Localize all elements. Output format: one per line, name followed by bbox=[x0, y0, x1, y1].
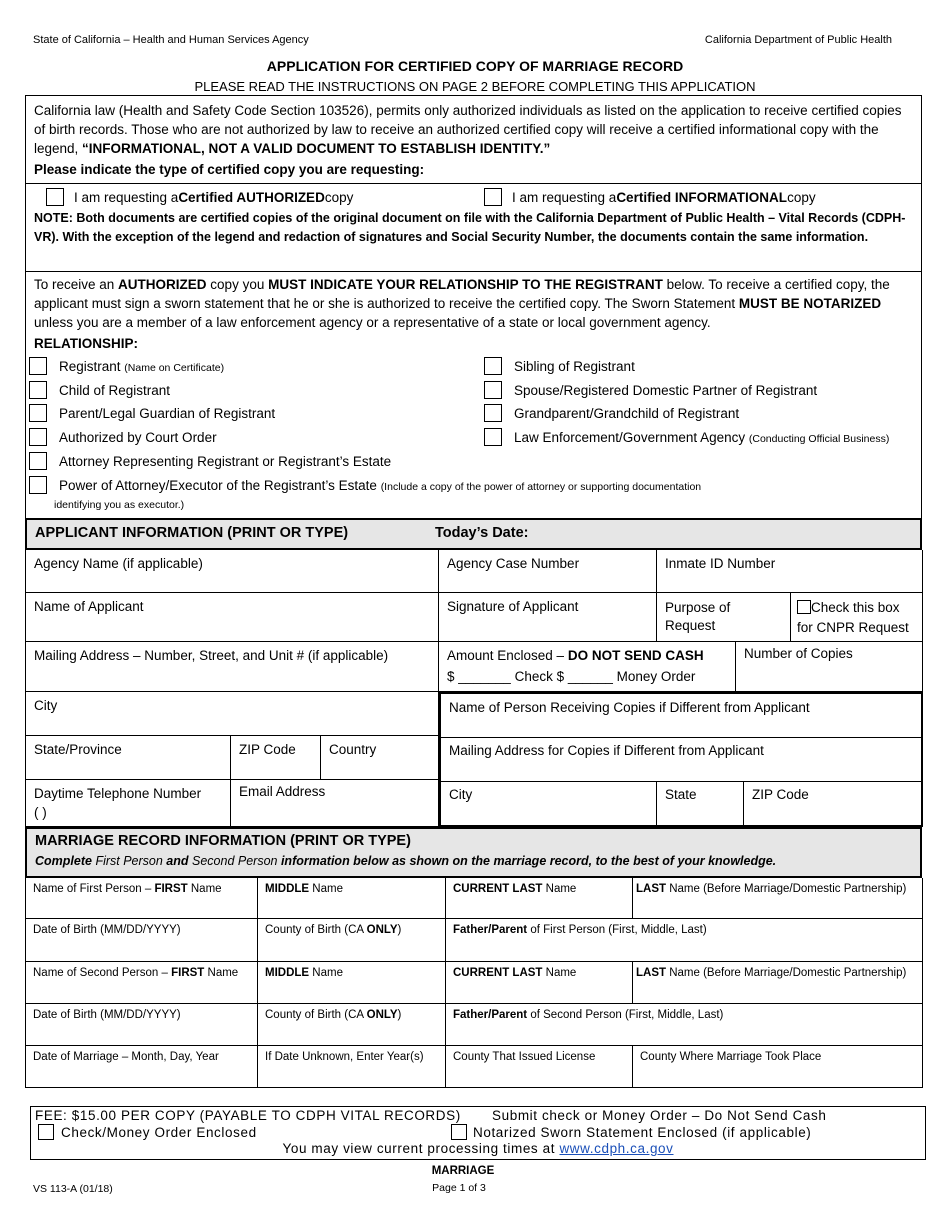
signature-field[interactable] bbox=[439, 593, 657, 642]
amount-enclosed-label: Amount Enclosed – DO NOT SEND CASH bbox=[447, 648, 704, 663]
email-field[interactable] bbox=[231, 780, 439, 827]
p2-current-last-field[interactable]: CURRENT LAST Name bbox=[446, 962, 633, 1004]
date-unknown-field[interactable]: If Date Unknown, Enter Year(s) bbox=[258, 1046, 446, 1088]
mailing-address-field[interactable] bbox=[26, 642, 439, 692]
rel-parent-guardian-checkbox[interactable] bbox=[29, 404, 47, 422]
applicant-name-field[interactable] bbox=[26, 593, 439, 642]
receiver-zip-label: ZIP Code bbox=[752, 787, 809, 802]
amount-enclosed-line: $ _______ Check $ ______ Money Order bbox=[447, 669, 696, 684]
rel-spouse-checkbox[interactable] bbox=[484, 381, 502, 399]
cnpr-field[interactable] bbox=[791, 593, 923, 642]
receiver-city-field[interactable] bbox=[441, 782, 657, 825]
informational-copy-checkbox[interactable] bbox=[484, 188, 502, 206]
relationship-section bbox=[25, 271, 922, 521]
intro-text: California law (Health and Safety Code Section 103526), permits only authorized individuals as listed on the application to receive certified copies of birth records. Those who are not authorized by law to receive an authorized certified copy will receive a certified informational copy with the legend, “INFORMATIONAL, NOT A VALID DOCUMENT TO ESTABLISH IDENTITY.” bbox=[34, 103, 902, 156]
todays-date-label: Today’s Date: bbox=[435, 525, 529, 541]
rel-registrant[interactable]: Registrant (Name on Certificate) bbox=[29, 357, 224, 375]
fee-text: FEE: $15.00 PER COPY (PAYABLE TO CDPH VITAL RECORDS) bbox=[35, 1108, 461, 1123]
poa-note-continued: identifying you as executor.) bbox=[54, 499, 185, 511]
email-label: Email Address bbox=[239, 784, 326, 799]
mailing-address-label: Mailing Address – Number, Street, and Unit # (if applicable) bbox=[34, 648, 389, 663]
receiver-state-field[interactable] bbox=[657, 782, 744, 825]
marriage-grid bbox=[25, 878, 922, 1088]
p1-first-name-field[interactable]: Name of First Person – FIRST Name bbox=[26, 878, 258, 919]
sworn-enclosed-checkbox[interactable] bbox=[451, 1124, 467, 1140]
city-label: City bbox=[34, 698, 58, 713]
relationship-heading: RELATIONSHIP: bbox=[34, 336, 138, 351]
authorized-copy-checkbox[interactable] bbox=[46, 188, 64, 206]
cdph-link[interactable]: www.cdph.ca.gov bbox=[559, 1141, 674, 1156]
receiver-name-label: Name of Person Receiving Copies if Different from Applicant bbox=[449, 700, 810, 715]
p2-parent-field[interactable]: Father/Parent of Second Person (First, Middle, Last) bbox=[446, 1004, 923, 1046]
footer-section-label: MARRIAGE bbox=[431, 1165, 495, 1177]
rel-attorney[interactable]: Attorney Representing Registrant or Registrant’s Estate bbox=[29, 452, 391, 470]
inmate-id-label: Inmate ID Number bbox=[665, 556, 776, 571]
agency-name-label: Agency Name (if applicable) bbox=[34, 556, 203, 571]
phone-area-code: ( ) bbox=[34, 805, 47, 820]
cnpr-checkbox[interactable] bbox=[797, 600, 811, 614]
agency-header-right: California Department of Public Health bbox=[704, 34, 892, 46]
date-of-marriage-field[interactable]: Date of Marriage – Month, Day, Year bbox=[26, 1046, 258, 1088]
authorized-copy-option[interactable]: I am requesting a Certified AUTHORIZED copy bbox=[46, 188, 353, 206]
rel-child[interactable]: Child of Registrant bbox=[29, 381, 170, 399]
inmate-id-field[interactable] bbox=[657, 550, 923, 593]
rel-court-order-checkbox[interactable] bbox=[29, 428, 47, 446]
receiver-name-field[interactable] bbox=[441, 694, 921, 738]
p1-parent-field[interactable]: Father/Parent of First Person (First, Middle, Last) bbox=[446, 919, 923, 962]
rel-sibling[interactable]: Sibling of Registrant bbox=[484, 357, 635, 375]
purpose-label: Purpose of Request bbox=[665, 600, 731, 633]
number-of-copies-field[interactable] bbox=[736, 642, 923, 692]
amount-enclosed-field[interactable] bbox=[439, 642, 736, 692]
zip-label: ZIP Code bbox=[239, 742, 296, 757]
check-enclosed-checkbox[interactable] bbox=[38, 1124, 54, 1140]
receiver-state-label: State bbox=[665, 787, 697, 802]
p1-current-last-field[interactable]: CURRENT LAST Name bbox=[446, 878, 633, 919]
state-province-label: State/Province bbox=[34, 742, 122, 757]
rel-law-enforcement-checkbox[interactable] bbox=[484, 428, 502, 446]
rel-child-checkbox[interactable] bbox=[29, 381, 47, 399]
copy-type-prompt: Please indicate the type of certified copy you are requesting: bbox=[34, 162, 425, 177]
rel-parent-guardian[interactable]: Parent/Legal Guardian of Registrant bbox=[29, 404, 275, 422]
informational-copy-option[interactable]: I am requesting a Certified INFORMATIONAL copy bbox=[484, 188, 816, 206]
applicant-grid bbox=[25, 550, 922, 827]
page-number: Page 1 of 3 bbox=[432, 1182, 486, 1194]
p2-dob-field[interactable]: Date of Birth (MM/DD/YYYY) bbox=[26, 1004, 258, 1046]
cnpr-label: Check this box for CNPR Request bbox=[797, 600, 909, 635]
rel-sibling-checkbox[interactable] bbox=[484, 357, 502, 375]
submit-text: Submit check or Money Order – Do Not Send Cash bbox=[492, 1108, 827, 1123]
phone-label: Daytime Telephone Number bbox=[34, 786, 202, 801]
form-subtitle: PLEASE READ THE INSTRUCTIONS ON PAGE 2 BEFORE COMPLETING THIS APPLICATION bbox=[194, 79, 756, 94]
city-field[interactable] bbox=[26, 692, 439, 736]
agency-case-label: Agency Case Number bbox=[447, 556, 580, 571]
applicant-heading-bar bbox=[25, 518, 922, 550]
rel-power-of-attorney[interactable]: Power of Attorney/Executor of the Registrant’s Estate (Include a copy of the power of attorney or supporting documentation bbox=[29, 476, 701, 494]
agency-case-field[interactable] bbox=[439, 550, 657, 593]
marriage-instructions: Complete First Person and Second Person information below as shown on the marriage record, to the best of your knowledge. bbox=[35, 854, 777, 868]
county-marriage-field[interactable]: County Where Marriage Took Place bbox=[633, 1046, 923, 1088]
rel-grandparent-checkbox[interactable] bbox=[484, 404, 502, 422]
p1-dob-field[interactable]: Date of Birth (MM/DD/YYYY) bbox=[26, 919, 258, 962]
number-of-copies-label: Number of Copies bbox=[744, 646, 853, 661]
agency-header-left: State of California – Health and Human Services Agency bbox=[33, 34, 309, 46]
copy-type-note: NOTE: Both documents are certified copies of the original document on file with the California Department of Public Health – Vital Records (CDPH-VR). With the exception of the legend and redaction of signatures and Social Security Number, the documents contain the same information. bbox=[34, 211, 906, 244]
receiver-address-label: Mailing Address for Copies if Different from Applicant bbox=[449, 743, 764, 758]
county-license-field[interactable]: County That Issued License bbox=[446, 1046, 633, 1088]
form-id: VS 113-A (01/18) bbox=[33, 1183, 113, 1195]
applicant-heading: APPLICANT INFORMATION (PRINT OR TYPE) bbox=[35, 525, 349, 541]
rel-power-of-attorney-checkbox[interactable] bbox=[29, 476, 47, 494]
receiver-address-field[interactable] bbox=[441, 738, 921, 782]
p2-first-name-field[interactable]: Name of Second Person – FIRST Name bbox=[26, 962, 258, 1004]
rel-grandparent[interactable]: Grandparent/Grandchild of Registrant bbox=[484, 404, 739, 422]
intro-section bbox=[25, 95, 922, 184]
fee-section bbox=[30, 1106, 926, 1160]
country-field[interactable] bbox=[321, 736, 439, 780]
country-label: Country bbox=[329, 742, 377, 757]
p2-last-before-field[interactable]: LAST Name (Before Marriage/Domestic Partnership) bbox=[633, 962, 923, 1004]
rel-court-order[interactable]: Authorized by Court Order bbox=[29, 428, 217, 446]
p1-middle-name-field[interactable]: MIDDLE Name bbox=[258, 878, 446, 919]
rel-attorney-checkbox[interactable] bbox=[29, 452, 47, 470]
sworn-enclosed-option[interactable]: Notarized Sworn Statement Enclosed (if applicable) bbox=[451, 1124, 811, 1140]
check-enclosed-option[interactable]: Check/Money Order Enclosed bbox=[38, 1124, 257, 1140]
agency-name-field[interactable] bbox=[26, 550, 439, 593]
rel-spouse[interactable]: Spouse/Registered Domestic Partner of Registrant bbox=[484, 381, 817, 399]
receiver-zip-field[interactable] bbox=[744, 782, 921, 825]
p2-middle-name-field[interactable]: MIDDLE Name bbox=[258, 962, 446, 1004]
purpose-field[interactable] bbox=[657, 593, 791, 642]
marriage-heading: MARRIAGE RECORD INFORMATION (PRINT OR TYPE) bbox=[35, 833, 411, 849]
receiver-city-label: City bbox=[449, 787, 473, 802]
p1-county-birth-field[interactable]: County of Birth (CA ONLY) bbox=[258, 919, 446, 962]
processing-times: You may view current processing times at www.cdph.ca.gov bbox=[282, 1141, 674, 1156]
marriage-heading-bar bbox=[25, 827, 922, 878]
rel-registrant-checkbox[interactable] bbox=[29, 357, 47, 375]
rel-law-enforcement[interactable]: Law Enforcement/Government Agency (Conducting Official Business) bbox=[484, 428, 889, 446]
applicant-name-label: Name of Applicant bbox=[34, 599, 144, 614]
p2-county-birth-field[interactable]: County of Birth (CA ONLY) bbox=[258, 1004, 446, 1046]
p1-last-before-field[interactable]: LAST Name (Before Marriage/Domestic Partnership) bbox=[633, 878, 923, 919]
zip-field[interactable] bbox=[231, 736, 321, 780]
copy-type-section bbox=[25, 183, 922, 272]
relationship-instructions: To receive an AUTHORIZED copy you MUST INDICATE YOUR RELATIONSHIP TO THE REGISTRANT below. To receive a certified copy, the applicant must sign a sworn statement that he or she is authorized to receive the certified copy. The Sworn Statement MUST BE NOTARIZED unless you are a member of a law enforcement agency or a representative of a state or local government agency. bbox=[34, 277, 890, 330]
signature-label: Signature of Applicant bbox=[447, 599, 579, 614]
phone-field[interactable] bbox=[26, 780, 231, 827]
receiver-block bbox=[439, 692, 923, 827]
form-title: APPLICATION FOR CERTIFIED COPY OF MARRIAGE RECORD bbox=[266, 58, 684, 74]
state-province-field[interactable] bbox=[26, 736, 231, 780]
